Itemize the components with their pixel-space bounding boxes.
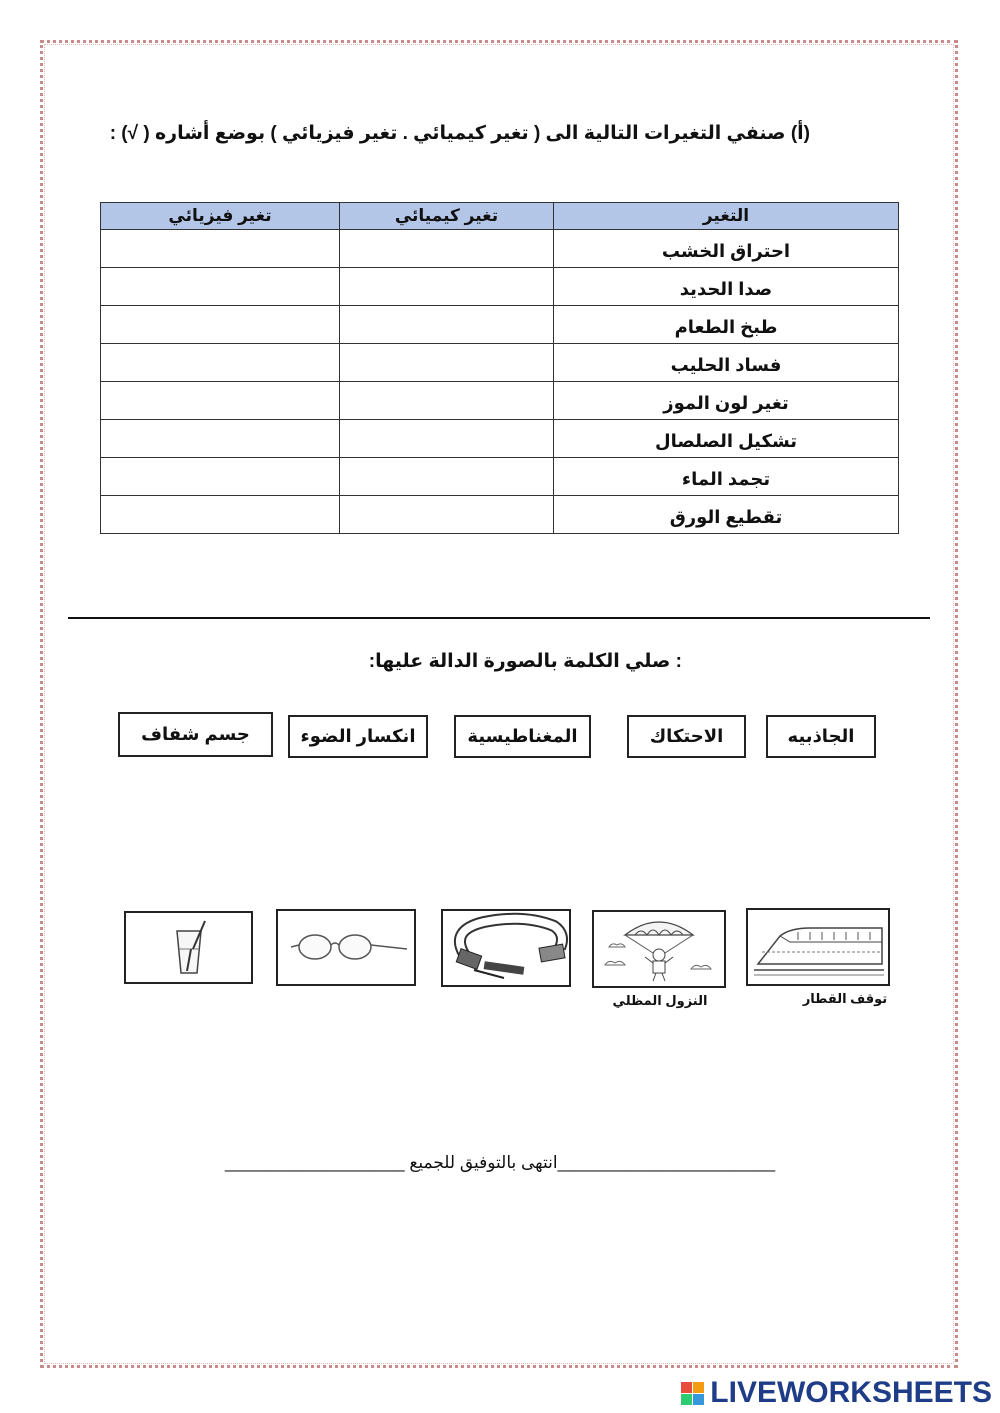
- table-row: [101, 268, 899, 306]
- chemical-cell[interactable]: [340, 382, 554, 420]
- glass-straw-icon: [129, 915, 249, 981]
- liveworksheets-wordmark: LIVEWORKSHEETS: [710, 1376, 992, 1409]
- physical-cell[interactable]: [101, 458, 340, 496]
- physical-cell[interactable]: [101, 382, 340, 420]
- chemical-cell[interactable]: [340, 306, 554, 344]
- section-divider: [68, 617, 930, 619]
- picture-glass-straw[interactable]: [124, 911, 253, 984]
- glasses-icon: [279, 913, 413, 983]
- table-header-row: [101, 203, 899, 230]
- chemical-cell[interactable]: [340, 344, 554, 382]
- picture-parachute[interactable]: [592, 910, 726, 988]
- chemical-cell[interactable]: [340, 496, 554, 534]
- physical-cell[interactable]: [101, 496, 340, 534]
- header-chemical: تغير كيميائي: [340, 203, 554, 230]
- table-row: [101, 420, 899, 458]
- table-row: [101, 458, 899, 496]
- physical-cell[interactable]: [101, 420, 340, 458]
- physical-cell[interactable]: [101, 344, 340, 382]
- change-label: تجمد الماء: [554, 458, 899, 496]
- liveworksheets-logo-icon: [681, 1382, 704, 1405]
- changes-table: [100, 202, 899, 534]
- word-box-refraction[interactable]: انكسار الضوء: [288, 715, 428, 758]
- physical-cell[interactable]: [101, 230, 340, 268]
- liveworksheets-logo: [681, 1378, 992, 1408]
- chemical-cell[interactable]: [340, 230, 554, 268]
- word-box-magnetism[interactable]: المغناطيسية: [454, 715, 591, 758]
- header-change: التغير: [554, 203, 899, 230]
- caption-parachute: النزول المظلي: [612, 993, 708, 1008]
- closing-text: _______________________انتهى بالتوفيق للجميع ___________________: [224, 1153, 776, 1172]
- change-label: تشكيل الصلصال: [554, 420, 899, 458]
- table-row: [101, 496, 899, 534]
- change-label: تغير لون الموز: [554, 382, 899, 420]
- table-row: [101, 230, 899, 268]
- physical-cell[interactable]: [101, 268, 340, 306]
- question2-title: : صلي الكلمة بالصورة الدالة عليها:: [368, 651, 682, 672]
- word-box-transparent-body[interactable]: جسم شفاف: [118, 712, 273, 757]
- picture-train[interactable]: [746, 908, 890, 986]
- physical-cell[interactable]: [101, 306, 340, 344]
- change-label: تقطيع الورق: [554, 496, 899, 534]
- picture-magnet[interactable]: [441, 909, 571, 987]
- table-row: [101, 382, 899, 420]
- word-box-friction[interactable]: الاحتكاك: [627, 715, 746, 758]
- magnet-icon: [444, 912, 568, 984]
- chemical-cell[interactable]: [340, 268, 554, 306]
- train-icon: [750, 912, 886, 982]
- word-box-gravity[interactable]: الجاذبيه: [766, 715, 876, 758]
- change-label: طبخ الطعام: [554, 306, 899, 344]
- table-row: [101, 344, 899, 382]
- chemical-cell[interactable]: [340, 420, 554, 458]
- question1-title: (أ) صنفي التغيرات التالية الى ( تغير كيميائي . تغير فيزيائي ) بوضع أشاره ( √) :: [109, 123, 810, 144]
- table-row: [101, 306, 899, 344]
- parachute-icon: [595, 913, 723, 985]
- change-label: فساد الحليب: [554, 344, 899, 382]
- caption-train: توقف القطار: [802, 991, 888, 1006]
- picture-glasses[interactable]: [276, 909, 416, 986]
- change-label: احتراق الخشب: [554, 230, 899, 268]
- chemical-cell[interactable]: [340, 458, 554, 496]
- header-physical: تغير فيزيائي: [101, 203, 340, 230]
- change-label: صدا الحديد: [554, 268, 899, 306]
